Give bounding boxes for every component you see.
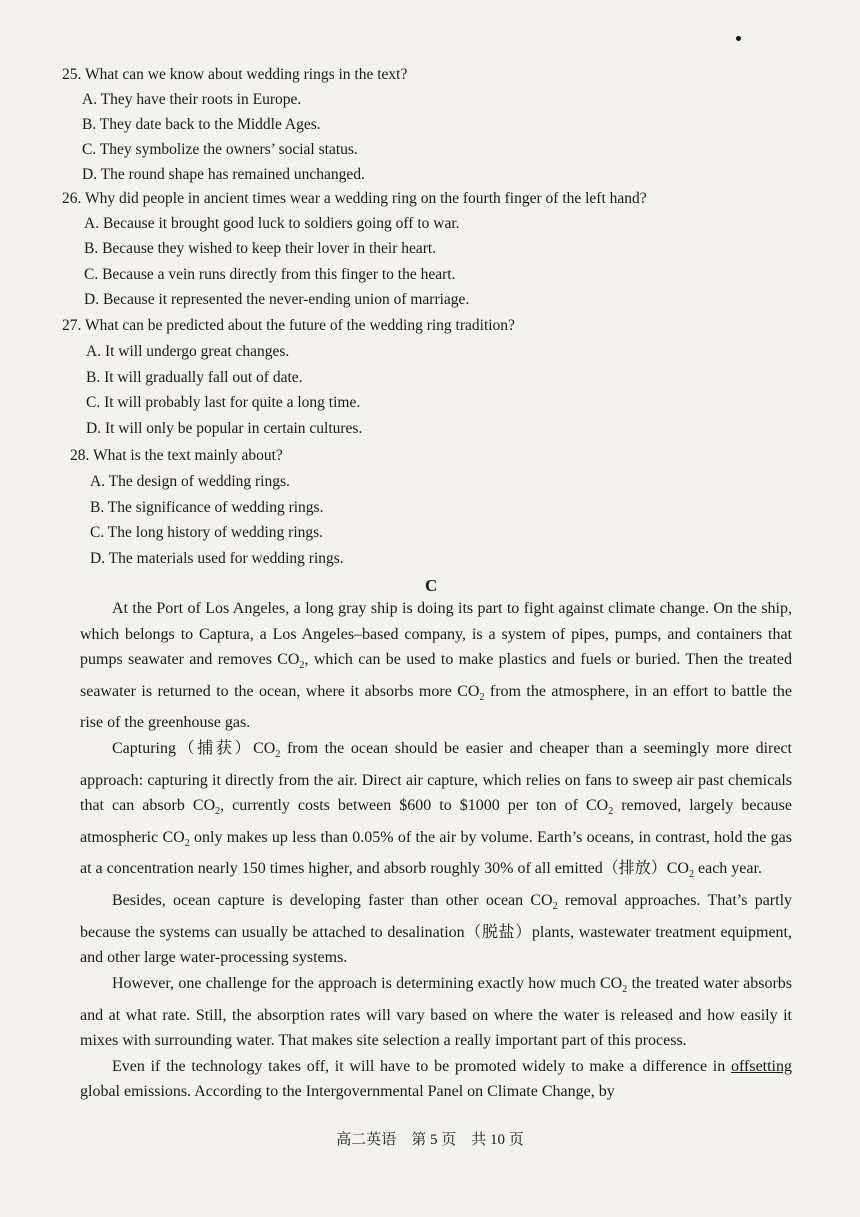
- underlined-word: offsetting: [730, 1057, 792, 1075]
- question-26-option-a: A. Because it brought good luck to soldiers going off to war.: [84, 215, 460, 232]
- question-27-option-b: B. It will gradually fall out of date.: [86, 369, 303, 386]
- question-26-option-b: B. Because they wished to keep their lover in their heart.: [84, 240, 437, 257]
- question-27-stem: 27. What can be predicted about the future of the wedding ring tradition?: [62, 317, 515, 334]
- section-heading-c: C: [425, 576, 438, 595]
- question-28-stem: 28. What is the text mainly about?: [70, 447, 283, 464]
- question-27-option-d: D. It will only be popular in certain cultures.: [86, 420, 363, 437]
- question-26-option-d: D. Because it represented the never-ending union of marriage.: [84, 291, 470, 308]
- passage-paragraph-1: At the Port of Los Angeles, a long gray ship is doing its part to fight against climate change. On the ship, which belongs to Captura, a Los Angeles–based company, is a system of pipes, pumps, and containers that pumps seawater and removes $CO_2$, which can be used to make plastics and fuels or buried. Then the treated seawater is returned to the ocean, where it absorbs more $CO_2$ from the atmosphere, in an effort to battle the rise of the greenhouse gas.: [80, 600, 792, 732]
- question-25-stem: 25. What can we know about wedding rings in the text?: [62, 66, 408, 83]
- page-footer: 高二英语 第 5 页 共 10 页: [336, 1132, 524, 1148]
- question-26-stem: 26. Why did people in ancient times wear a wedding ring on the fourth finger of the left hand?: [62, 190, 647, 207]
- question-28-option-d: D. The materials used for wedding rings.: [90, 550, 344, 567]
- passage-paragraph-3: Besides, ocean capture is developing faster than other ocean $CO_2$ removal approaches. That’s partly because the systems can usually be attached to desalination（脱盐）plants, wastewater treatment equipment, and other large water-processing systems.: [80, 892, 793, 967]
- question-28-option-c: C. The long history of wedding rings.: [90, 524, 324, 541]
- question-25-option-a: A. They have their roots in Europe.: [82, 91, 302, 108]
- question-28-option-a: A. The design of wedding rings.: [90, 473, 290, 490]
- question-25-option-d: D. The round shape has remained unchanged.: [82, 166, 365, 183]
- passage-paragraph-5: Even if the technology takes off, it will have to be promoted widely to make a difference in offsetting global emissions. According to the Intergovernmental Panel on Climate Change, by: [80, 1057, 792, 1100]
- scan-mark: [736, 36, 741, 41]
- question-28-option-b: B. The significance of wedding rings.: [90, 499, 324, 516]
- passage-paragraph-2: Capturing（捕获）$CO_2$ from the ocean should be easier and cheaper than a seemingly more direct approach: capturing it directly from the air. Direct air capture, which relies on fans to sweep air past chemicals that can absorb $CO_2$, currently costs between $600 to $1000 per ton of $CO_2$ removed, largely because atmospheric $CO_2$ only makes up less than 0.05% of the air by volume. Earth’s oceans, in contrast, hold the gas at a concentration nearly 150 times higher, and absorb roughly 30% of all emitted（排放）$CO_2$ each year.: [80, 739, 793, 881]
- question-27-option-a: A. It will undergo great changes.: [86, 343, 290, 360]
- question-25-option-b: B. They date back to the Middle Ages.: [82, 116, 321, 133]
- question-25-option-c: C. They symbolize the owners’ social status.: [82, 141, 358, 158]
- passage-paragraph-4: However, one challenge for the approach is determining exactly how much $CO_2$ the treated water absorbs and at what rate. Still, the absorption rates will vary based on where the water is released and how easily it mixes with surrounding water. That makes site selection a really important part of this process.: [80, 974, 793, 1049]
- reading-passage-c: [80, 596, 792, 1105]
- question-27-option-c: C. It will probably last for quite a long time.: [86, 394, 361, 411]
- question-26-option-c: C. Because a vein runs directly from this finger to the heart.: [84, 266, 456, 283]
